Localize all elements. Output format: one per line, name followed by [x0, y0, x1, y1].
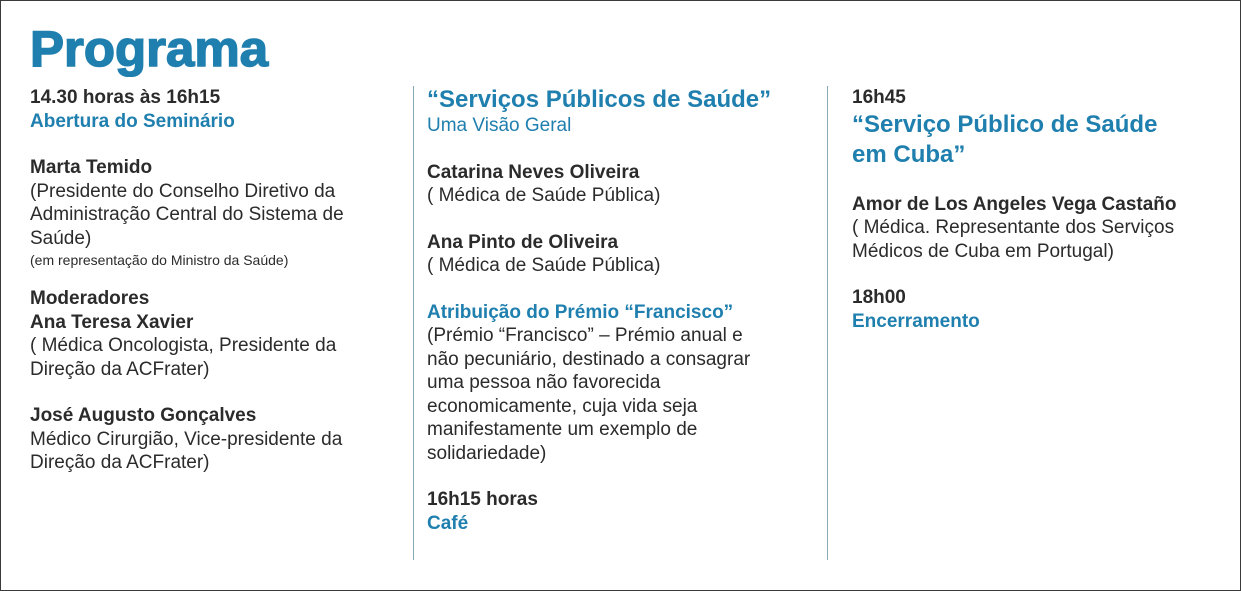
page-title: Programa — [30, 21, 269, 77]
speaker-name: Catarina Neves Oliveira — [427, 161, 640, 183]
break-label: Café — [427, 512, 469, 534]
speaker-name: Marta Temido — [30, 157, 153, 178]
session-time: 14.30 horas às 16h15 — [30, 87, 221, 108]
award-title: Atribuição do Prémio “Francisco” — [427, 301, 734, 323]
program-column-2 — [427, 86, 807, 535]
session-title: “Serviços Públicos de Saúde” — [427, 86, 772, 113]
moderator-name: Ana Teresa Xavier — [30, 311, 194, 333]
moderators-label: Moderadores — [30, 288, 150, 309]
program-column-3 — [852, 86, 1222, 333]
moderator-role-line: ( Médica Oncologista, Presidente da — [30, 335, 337, 356]
award-desc-line: manifestamente um exemplo de — [427, 419, 698, 440]
program-column-1 — [30, 86, 400, 475]
break-time: 16h15 horas — [427, 489, 538, 510]
closing-label: Encerramento — [852, 310, 980, 332]
column-divider — [827, 86, 828, 560]
speaker-name: Ana Pinto de Oliveira — [427, 231, 619, 253]
speaker-role-line: Médicos de Cuba em Portugal) — [852, 240, 1114, 262]
speaker-role-line: Saúde) — [30, 227, 92, 249]
award-desc-line: (Prémio “Francisco” – Prémio anual e — [427, 325, 743, 346]
column-divider — [413, 86, 414, 560]
session-title-line: em Cuba” — [852, 140, 966, 168]
session-title-line: “Serviço Público de Saúde — [852, 110, 1158, 138]
speaker-note: (em representação do Ministro da Saúde) — [30, 252, 289, 268]
session-time: 16h45 — [852, 87, 906, 108]
speaker-role-line: ( Médica. Representante dos Serviços — [852, 217, 1175, 238]
award-desc-line: economicamente, cuja vida seja — [427, 395, 698, 417]
speaker-role-line: (Presidente do Conselho Diretivo da — [30, 180, 336, 202]
moderator-name: José Augusto Gonçalves — [30, 405, 257, 426]
award-desc-line: não pecuniário, destinado a consagrar — [427, 348, 751, 370]
session-title: Abertura do Seminário — [30, 110, 235, 132]
speaker-role-line: ( Médica de Saúde Pública) — [427, 255, 661, 276]
session-subtitle: Uma Visão Geral — [427, 115, 572, 136]
moderator-role-line: Médico Cirurgião, Vice-presidente da — [30, 428, 343, 450]
closing-time: 18h00 — [852, 287, 906, 308]
moderator-role-line: Direção da ACFrater) — [30, 452, 210, 473]
speaker-role-line: ( Médica de Saúde Pública) — [427, 185, 661, 206]
award-desc-line: solidariedade) — [427, 442, 547, 464]
speaker-name: Amor de Los Angeles Vega Castaño — [852, 193, 1177, 215]
speaker-role-line: Administração Central do Sistema de — [30, 204, 344, 225]
award-desc-line: uma pessoa não favorecida — [427, 372, 661, 393]
moderator-role-line: Direção da ACFrater) — [30, 358, 210, 380]
